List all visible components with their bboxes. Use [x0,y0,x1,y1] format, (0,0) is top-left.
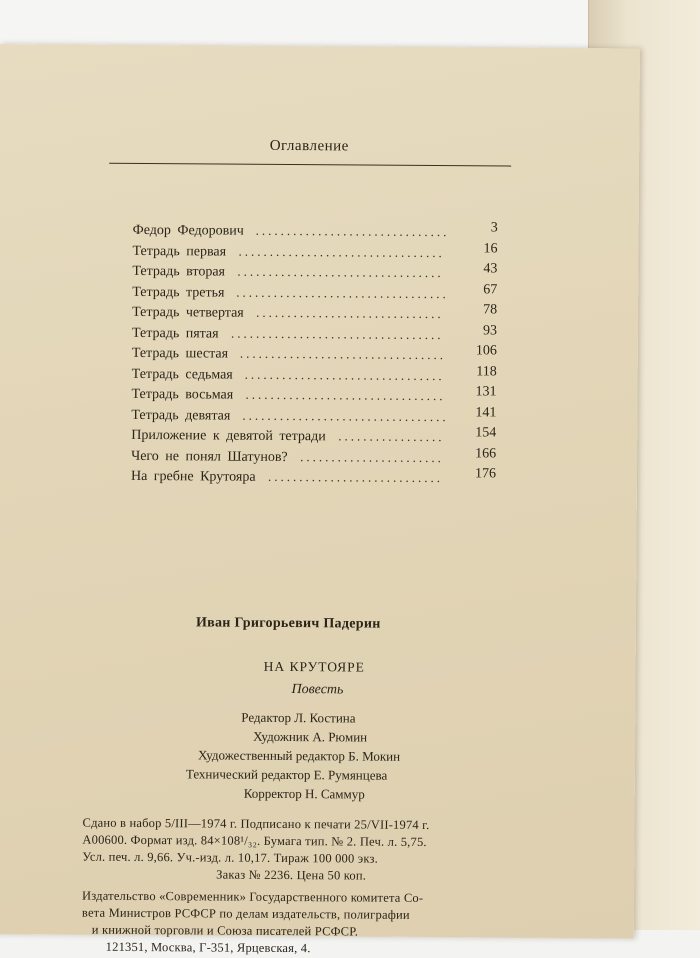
toc-entry-title: Тетрадь третья [132,284,225,301]
toc-dot-leader: ....................... [300,448,444,465]
toc-entry-title: Тетрадь девятая [131,407,231,424]
toc-entry [131,385,496,408]
toc-entry-title: Тетрадь восьмая [131,386,234,403]
imprint-line: и книжной торговли и Союза писателей РСФСР. [91,922,359,939]
toc-entry-page: 131 [475,384,497,400]
toc-entry [133,221,498,244]
toc-entry-title: Федор Федорович [132,222,244,239]
toc-dot-leader: ................................. [242,407,449,424]
toc-entry [132,303,497,326]
toc-entry-page: 176 [474,466,497,482]
toc-entry-page: 43 [483,261,498,277]
toc-entry [132,344,497,367]
toc-divider [109,163,511,167]
author-name: Иван Григорьевич Падерин [195,615,381,632]
toc-entry [131,405,496,428]
toc-entry-title: Приложение к девятой тетради [131,427,326,445]
table-of-contents [131,221,498,490]
toc-entry [131,467,496,490]
toc-entry [131,446,496,469]
toc-entry-title: Тетрадь шестая [131,345,229,362]
toc-entry-title: Тетрадь первая [132,243,227,260]
toc-dot-leader: .................................. [230,325,444,342]
toc-entry-title: Тетрадь вторая [132,263,226,280]
toc-entry-title: Чего не понял Шатунов? [131,448,288,465]
toc-entry [131,426,496,449]
toc-entry-title: Тетрадь пятая [131,325,219,342]
imprint-line: А00600. Формат изд. 84×108¹/₃₂. Бумага тип. № 2. Печ. л. 5,75. [82,832,427,849]
imprint-line: Заказ № 2236. Цена 50 коп. [216,867,367,883]
imprint-line: вета Министров РСФСР по делам издательств, полиграфии [81,905,410,922]
toc-dot-leader: ................................. [239,345,447,363]
toc-dot-leader: .............................. [256,304,444,322]
imprint-line: Сдано в набор 5/III—1974 г. Подписано к печати 25/VII-1974 г. [82,815,430,833]
toc-entry-page: 118 [476,363,497,379]
toc-entry-page: 106 [475,343,497,359]
toc-dot-leader: ............................... [255,222,450,240]
book-genre: Повесть [291,682,344,698]
toc-entry-page: 16 [483,240,498,256]
toc-entry [132,364,497,387]
credit-art-editor: Художественный редактор Б. Мокин [197,747,401,764]
toc-dot-leader: ................................. [237,263,444,281]
toc-entry-page: 166 [475,445,497,461]
toc-dot-leader: ................................ [245,386,446,404]
imprint-line: Издательство «Современник» Государственного комитета Со- [82,888,424,905]
toc-dot-leader: ................................ [244,366,445,383]
toc-dot-leader: ................................. [238,243,445,260]
imprint-line: 121351, Москва, Г-351, Ярцевская, 4. [105,939,311,956]
toc-entry-page: 67 [483,281,498,297]
toc-entry-page: 78 [483,302,498,318]
credit-tech-editor: Технический редактор Е. Румянцева [185,766,388,783]
toc-dot-leader: ............................ [267,468,444,486]
toc-entry [132,282,497,305]
toc-entry-page: 3 [490,220,498,236]
imprint-line: Усл. печ. л. 9,66. Уч.-изд. л. 10,17. Тираж 100 000 экз. [82,849,378,866]
toc-entry [132,241,497,264]
toc-heading: Оглавление [269,137,349,155]
toc-entry-title: На гребне Крутояра [130,468,256,485]
toc-entry [132,323,497,346]
toc-entry-page: 93 [482,322,498,338]
credit-proofreader: Корректор Н. Саммур [243,785,365,802]
toc-entry-title: Тетрадь четвертая [132,304,244,321]
toc-entry-page: 141 [475,404,497,420]
toc-entry [132,262,497,285]
toc-entry-page: 154 [475,425,497,441]
credit-artist: Художник А. Рюмин [253,728,368,745]
toc-dot-leader: ................. [338,428,445,445]
toc-dot-leader: .................................. [236,284,449,301]
book-page [0,44,640,956]
book-title: НА КРУТОЯРЕ [263,658,365,675]
credit-editor: Редактор Л. Костина [241,709,356,726]
toc-entry-title: Тетрадь седьмая [131,366,233,383]
